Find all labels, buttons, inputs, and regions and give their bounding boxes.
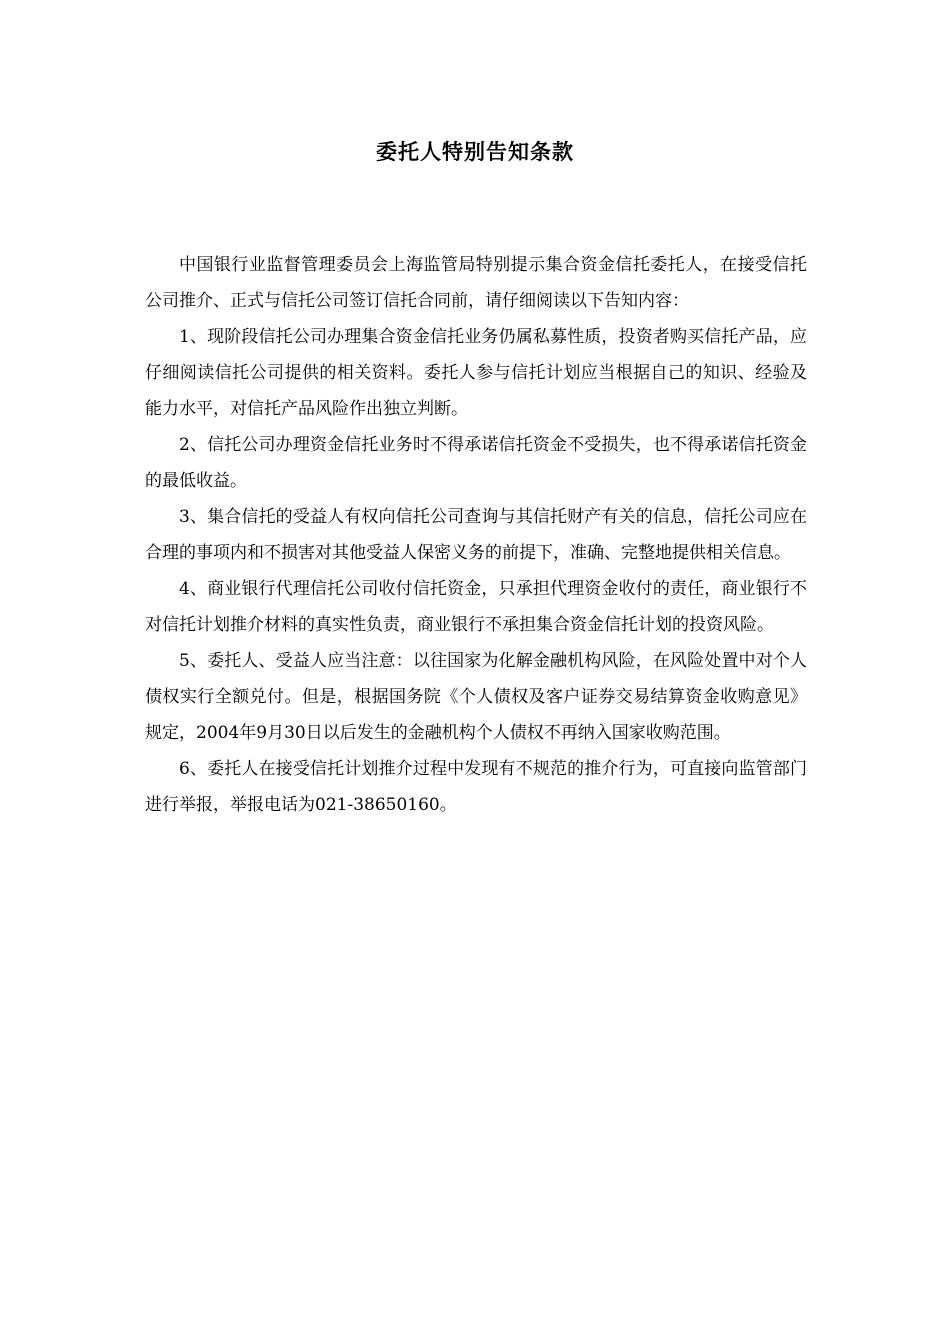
document-title: 委托人特别告知条款	[376, 139, 574, 164]
document-body	[145, 247, 807, 823]
clause-5-paragraph: 5、委托人、受益人应当注意：以往国家为化解金融机构风险，在风险处置中对个人债权实行全额兑付。但是，根据国务院《个人债权及客户证券交易结算资金收购意见》规定，2004年9月30日以后发生的金融机构个人债权不再纳入国家收购范围。	[145, 651, 807, 743]
clause-2-paragraph: 2、信托公司办理资金信托业务时不得承诺信托资金不受损失，也不得承诺信托资金的最低收益。	[145, 435, 807, 491]
intro-paragraph: 中国银行业监督管理委员会上海监管局特别提示集合资金信托委托人，在接受信托公司推介、正式与信托公司签订信托合同前，请仔细阅读以下告知内容：	[145, 255, 807, 311]
clause-4-paragraph: 4、商业银行代理信托公司收付信托资金，只承担代理资金收付的责任，商业银行不对信托计划推介材料的真实性负责，商业银行不承担集合资金信托计划的投资风险。	[145, 579, 807, 635]
clause-1-paragraph: 1、现阶段信托公司办理集合资金信托业务仍属私募性质，投资者购买信托产品，应仔细阅读信托公司提供的相关资料。委托人参与信托计划应当根据自己的知识、经验及能力水平，对信托产品风险作出独立判断。	[145, 327, 807, 419]
clause-6-paragraph: 6、委托人在接受信托计划推介过程中发现有不规范的推介行为，可直接向监管部门进行举报，举报电话为021-38650160。	[145, 759, 807, 815]
clause-3-paragraph: 3、集合信托的受益人有权向信托公司查询与其信托财产有关的信息，信托公司应在合理的事项内和不损害对其他受益人保密义务的前提下，准确、完整地提供相关信息。	[145, 507, 807, 563]
